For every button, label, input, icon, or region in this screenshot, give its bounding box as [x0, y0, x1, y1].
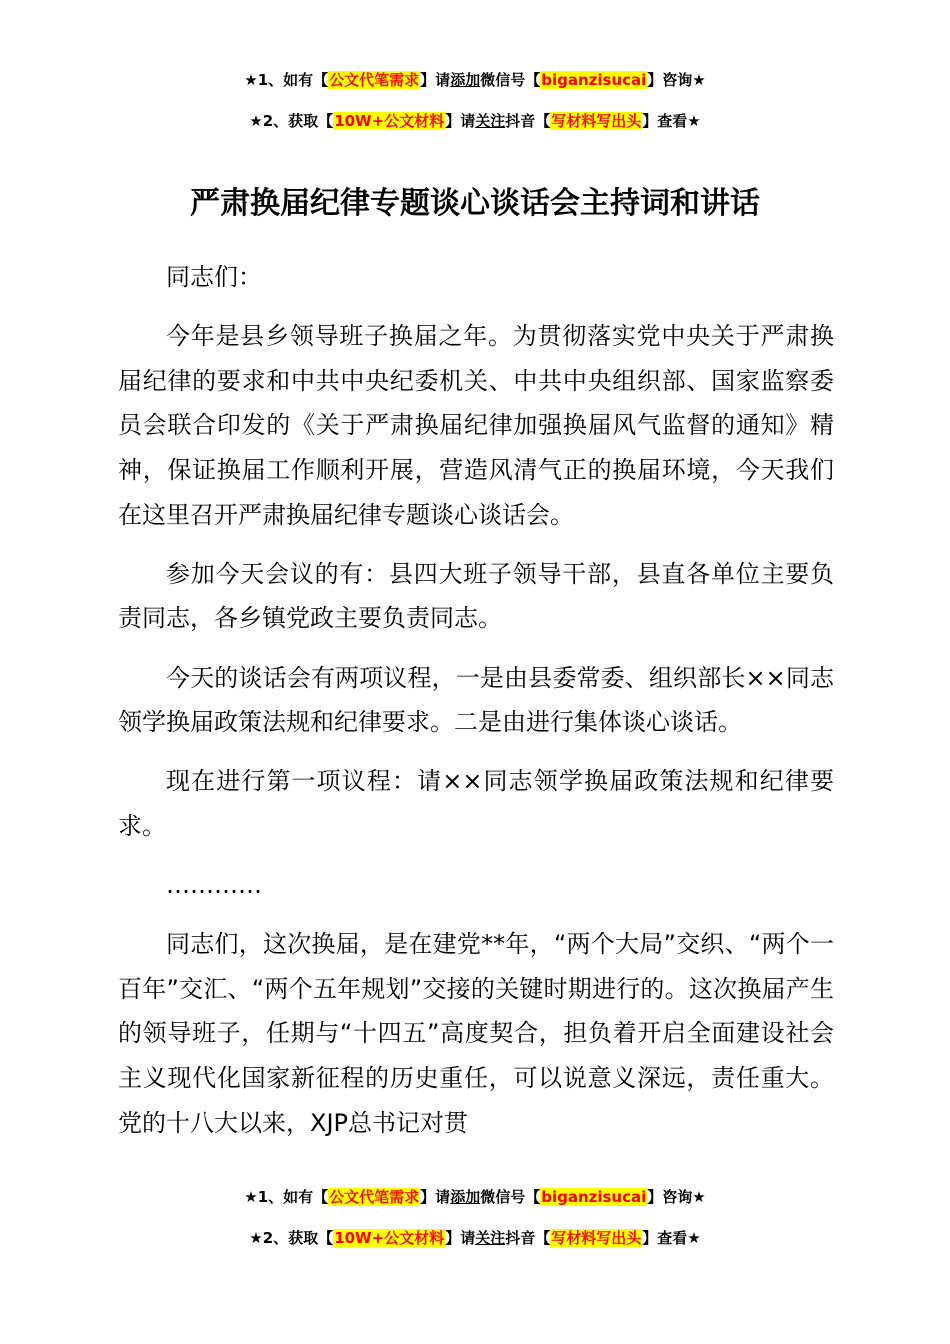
banner-underlined: 关注: [475, 1229, 506, 1247]
banner-text: 微信号【: [480, 71, 541, 89]
paragraph-salutation: 同志们：: [166, 263, 262, 291]
banner-text: 微信号【: [480, 1188, 541, 1206]
banner-highlight: 写材料写出头: [551, 112, 642, 130]
banner-highlight: 10W+公文材料: [334, 112, 445, 130]
header-banner-line-1: [0, 69, 950, 91]
banner-highlight: 公文代笔需求: [329, 71, 420, 89]
banner-text: 抖音【: [505, 1229, 551, 1247]
banner-text: 】请: [445, 1229, 476, 1247]
banner-highlight: biganzisucai: [541, 1188, 647, 1206]
paragraph-ellipsis: …………: [166, 871, 262, 900]
paragraph-agenda: 今天的谈话会有两项议程，一是由县委常委、组织部长××同志领学换届政策法规和纪律要求。二是由进行集体谈心谈话。: [118, 663, 834, 737]
banner-highlight: 10W+公文材料: [334, 1229, 445, 1247]
banner-text: 抖音【: [505, 112, 551, 130]
document-title: 严肃换届纪律专题谈心谈话会主持词和讲话: [190, 186, 760, 221]
banner-underlined: 添加: [450, 71, 481, 89]
banner-highlight: biganzisucai: [541, 71, 647, 89]
paragraph-attendees: 参加今天会议的有：县四大班子领导干部，县直各单位主要负责同志，各乡镇党政主要负责同志。: [118, 559, 834, 633]
banner-text: ★1、如有【: [244, 71, 329, 89]
banner-text: 】咨询★: [647, 71, 706, 89]
document-body: [118, 255, 834, 1160]
banner-text: 】请: [445, 112, 476, 130]
banner-underlined: 添加: [450, 1188, 481, 1206]
banner-text: 】咨询★: [647, 1188, 706, 1206]
banner-text: 】查看★: [642, 1229, 701, 1247]
footer-banner-line-2: [0, 1227, 950, 1249]
banner-text: 】请: [420, 1188, 451, 1206]
banner-text: ★2、获取【: [249, 112, 334, 130]
banner-highlight: 写材料写出头: [551, 1229, 642, 1247]
banner-highlight: 公文代笔需求: [329, 1188, 420, 1206]
banner-underlined: 关注: [475, 112, 506, 130]
footer-banner-line-1: [0, 1186, 950, 1208]
paragraph-intro: 今年是县乡领导班子换届之年。为贯彻落实党中央关于严肃换届纪律的要求和中共中央纪委机关、中共中央组织部、国家监察委员会联合印发的《关于严肃换届纪律加强换届风气监督的通知》精神，保证换届工作顺利开展，营造风清气正的换届环境，今天我们在这里召开严肃换届纪律专题谈心谈话会。: [118, 322, 834, 529]
banner-text: ★1、如有【: [244, 1188, 329, 1206]
header-banner-line-2: [0, 110, 950, 132]
banner-text: 】查看★: [642, 112, 701, 130]
banner-text: 】请: [420, 71, 451, 89]
banner-text: ★2、获取【: [249, 1229, 334, 1247]
paragraph-first-item: 现在进行第一项议程：请××同志领学换届政策法规和纪律要求。: [118, 767, 834, 840]
paragraph-speech: 同志们，这次换届，是在建党**年，“两个大局”交织、“两个一百年”交汇、“两个五年规划”交接的关键时期进行的。这次换届产生的领导班子，任期与“十四五”高度契合，担负着开启全面建设社会主义现代化国家新征程的历史重任，可以说意义深远，责任重大。党的十八大以来，XJP总书记对贯: [118, 930, 834, 1137]
